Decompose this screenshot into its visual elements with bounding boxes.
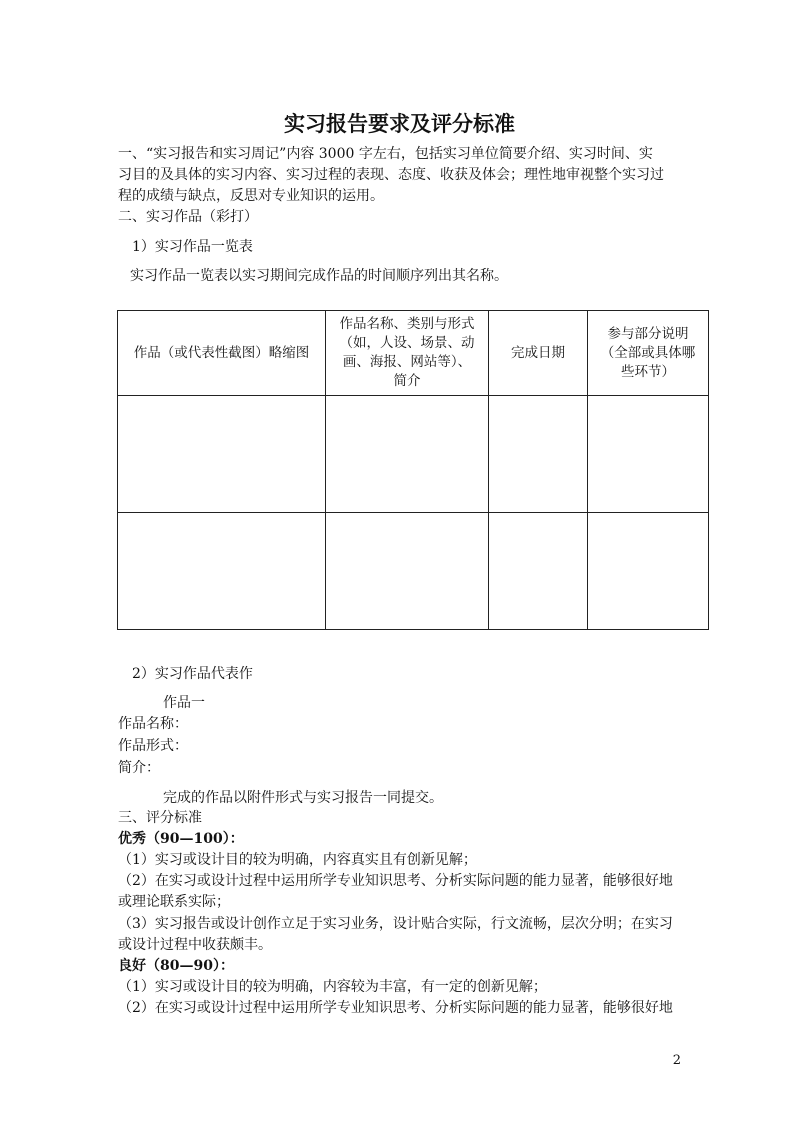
- header-line: （全部或具体哪: [600, 344, 696, 361]
- table-header-row: [118, 311, 709, 396]
- good-item: （1）实习或设计目的较为明确，内容较为丰富，有一定的创新见解；: [118, 979, 547, 995]
- header-line: 作品（或代表性截图）略缩图: [133, 344, 310, 361]
- table-cell[interactable]: [326, 513, 489, 630]
- section-3-heading: 三、评分标准: [118, 810, 202, 826]
- excellent-item: （1）实习或设计目的较为明确，内容真实且有创新见解；: [118, 852, 477, 868]
- excellent-item: （3）实习报告或设计创作立足于实习业务，设计贴合实际，行文流畅，层次分明；在实习: [118, 916, 673, 932]
- table-cell[interactable]: [118, 513, 326, 630]
- table-cell[interactable]: [588, 513, 709, 630]
- page-title: 实习报告要求及评分标准: [284, 111, 515, 136]
- subsection-1-heading: 1）实习作品一览表: [132, 239, 253, 255]
- header-line: 作品名称、类别与形式: [339, 316, 475, 332]
- table-cell[interactable]: [326, 396, 489, 513]
- header-line: 些环节）: [621, 363, 675, 380]
- header-line: 完成日期: [511, 344, 565, 361]
- work-label: 作品一: [163, 695, 205, 711]
- intro-line-2: 习目的及具体的实习内容、实习过程的表现、态度、收获及体会；理性地审视整个实习过: [118, 167, 664, 183]
- page-number: 2: [672, 1053, 681, 1068]
- field-summary: 简介：: [118, 760, 160, 776]
- header-completion-date: [489, 311, 588, 396]
- header-participation: [588, 311, 709, 396]
- subsection-2-heading: 2）实习作品代表作: [132, 666, 253, 682]
- intro-line-3: 程的成绩与缺点，反思对专业知识的运用。: [118, 188, 384, 204]
- table-cell[interactable]: [118, 396, 326, 513]
- table-row: [118, 513, 709, 630]
- header-line: 简介: [393, 373, 421, 389]
- excellent-item: 或理论联系实际；: [118, 894, 230, 910]
- field-work-form: 作品形式：: [118, 738, 188, 754]
- excellent-item: 或设计过程中收获颇丰。: [118, 937, 272, 953]
- header-line: 画、海报、网站等）、: [342, 354, 472, 370]
- works-table: [117, 310, 709, 630]
- header-name-type: [326, 311, 489, 396]
- table-cell[interactable]: [489, 396, 588, 513]
- excellent-item: （2）在实习或设计过程中运用所学专业知识思考、分析实际问题的能力显著，能够很好地: [118, 873, 673, 889]
- subsection-1-description: 实习作品一览表以实习期间完成作品的时间顺序列出其名称。: [130, 268, 508, 284]
- table-row: [118, 396, 709, 513]
- good-heading: 良好（80—90）：: [118, 958, 234, 974]
- header-thumbnail: [118, 311, 326, 396]
- table-cell[interactable]: [588, 396, 709, 513]
- excellent-heading: 优秀（90—100）：: [118, 831, 244, 847]
- good-item: （2）在实习或设计过程中运用所学专业知识思考、分析实际问题的能力显著，能够很好地: [118, 1000, 673, 1016]
- submit-note: 完成的作品以附件形式与实习报告一同提交。: [163, 790, 443, 806]
- header-line: （如，人设、场景、动: [339, 335, 475, 351]
- field-work-name: 作品名称：: [118, 716, 188, 732]
- intro-line-1: 一、“实习报告和实习周记”内容 3000 字左右，包括实习单位简要介绍、实习时间、实: [118, 146, 653, 162]
- section-2-heading: 二、实习作品（彩打）: [118, 209, 258, 225]
- table-cell[interactable]: [489, 513, 588, 630]
- header-line: 参与部分说明: [607, 325, 689, 342]
